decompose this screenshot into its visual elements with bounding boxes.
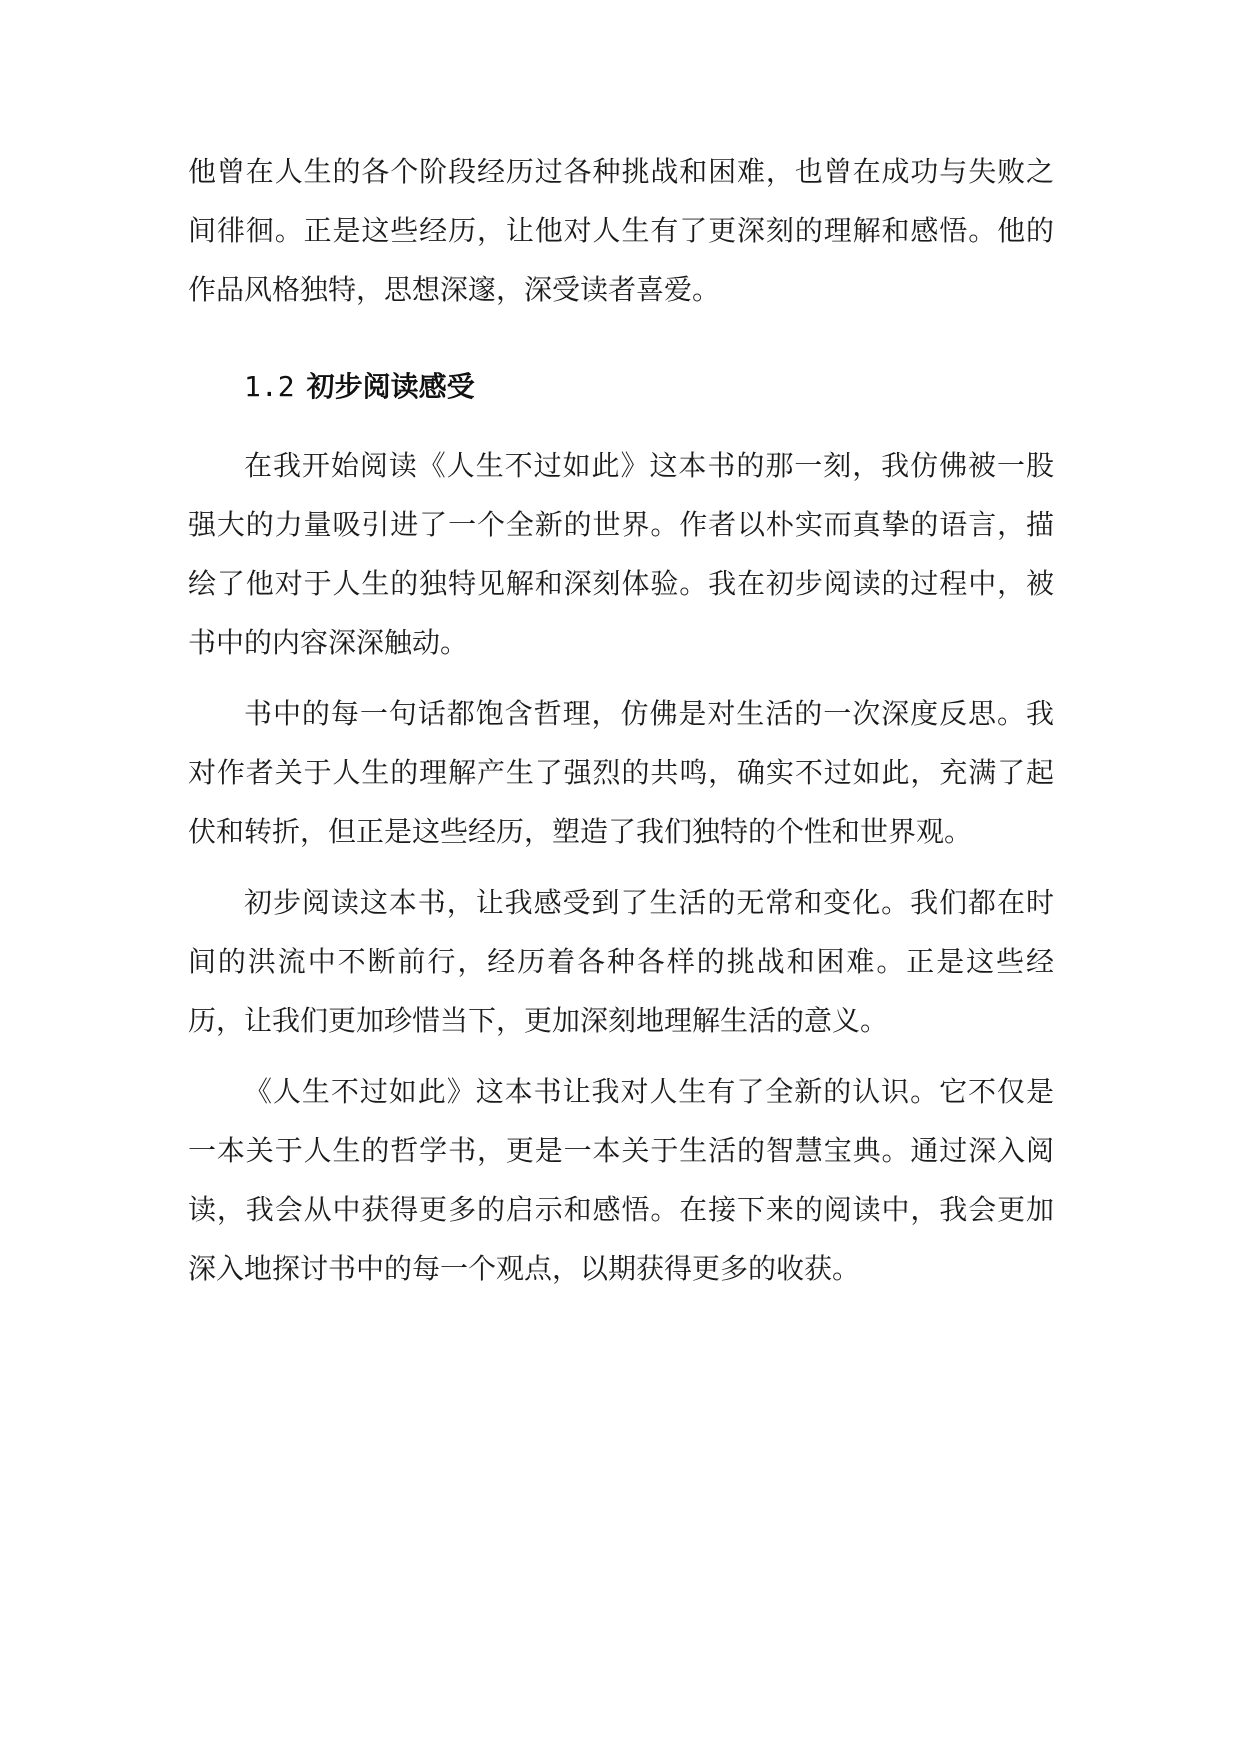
section-number: 1.2 — [244, 370, 295, 403]
page-content — [188, 142, 1054, 1298]
paragraph: 在我开始阅读《人生不过如此》这本书的那一刻，我仿佛被一股强大的力量吸引进了一个全新的世界。作者以朴实而真挚的语言，描绘了他对于人生的独特见解和深刻体验。我在初步阅读的过程中，被书中的内容深深触动。 — [188, 449, 1054, 659]
paragraph: 《人生不过如此》这本书让我对人生有了全新的认识。它不仅是一本关于人生的哲学书，更是一本关于生活的智慧宝典。通过深入阅读，我会从中获得更多的启示和感悟。在接下来的阅读中，我会更加深入地探讨书中的每一个观点，以期获得更多的收获。 — [188, 1075, 1054, 1285]
paragraph: 初步阅读这本书，让我感受到了生活的无常和变化。我们都在时间的洪流中不断前行，经历着各种各样的挑战和困难。正是这些经历，让我们更加珍惜当下，更加深刻地理解生活的意义。 — [188, 886, 1054, 1037]
paragraph: 书中的每一句话都饱含哲理，仿佛是对生活的一次深度反思。我对作者关于人生的理解产生了强烈的共鸣，确实不过如此，充满了起伏和转折，但正是这些经历，塑造了我们独特的个性和世界观。 — [188, 697, 1054, 848]
section-heading — [188, 357, 1054, 416]
paragraph-continued: 他曾在人生的各个阶段经历过各种挑战和困难，也曾在成功与失败之间徘徊。正是这些经历，让他对人生有了更深刻的理解和感悟。他的作品风格独特，思想深邃，深受读者喜爱。 — [188, 155, 1054, 306]
section-title: 初步阅读感受 — [306, 370, 475, 403]
